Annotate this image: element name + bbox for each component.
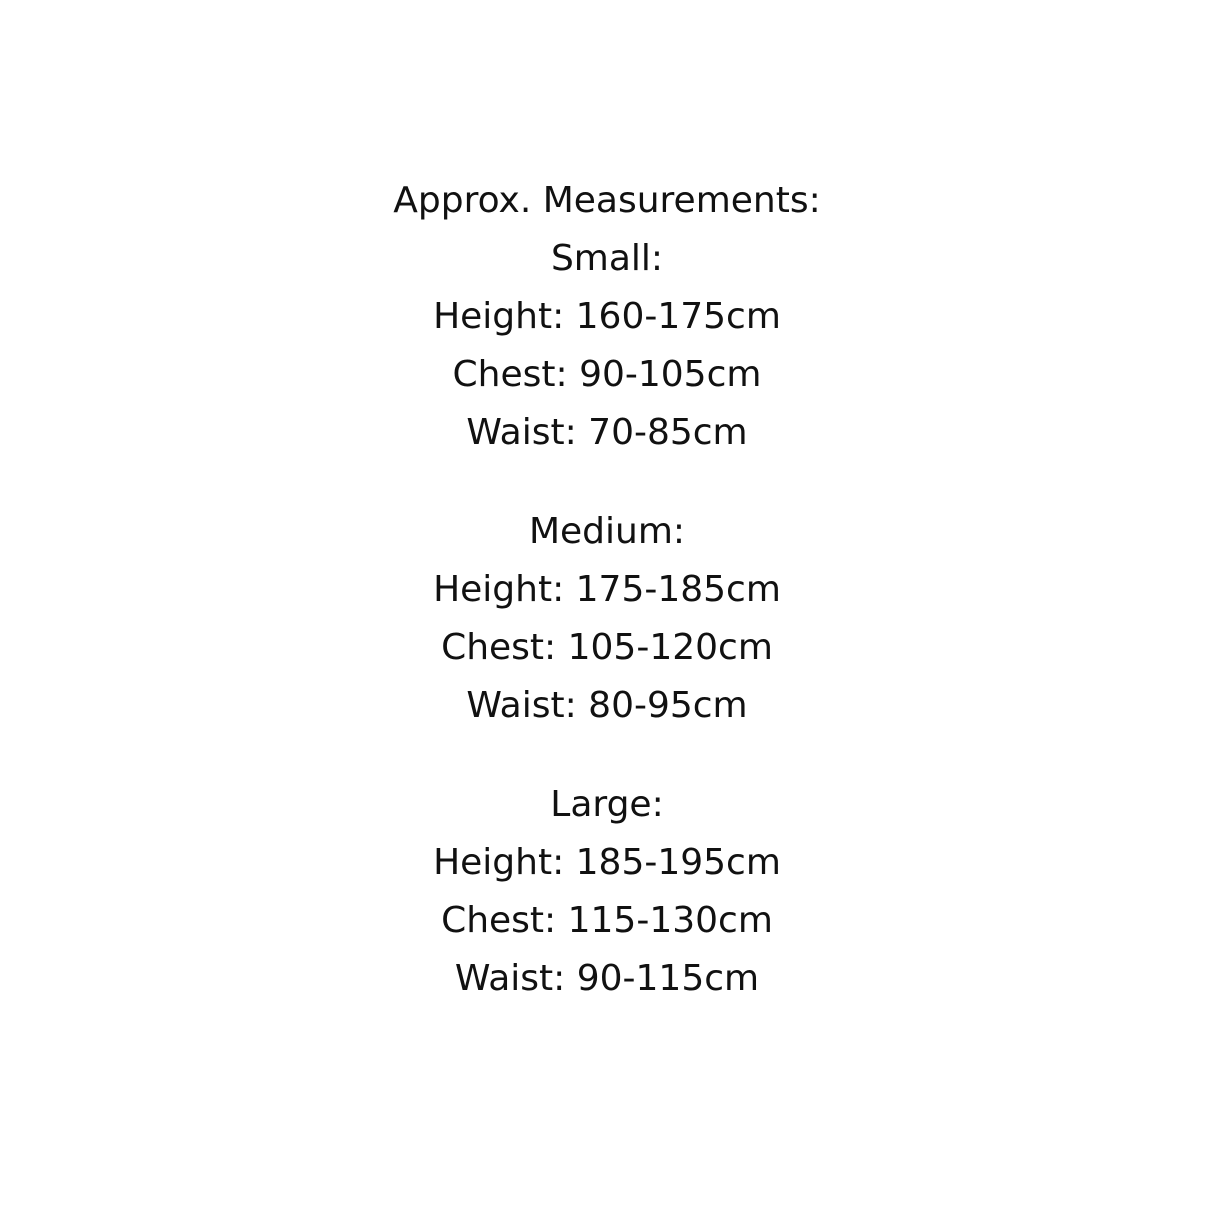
size-group-medium	[0, 503, 1214, 735]
size-group-small	[0, 230, 1214, 462]
chest-range: Chest: 90-105cm	[452, 354, 762, 395]
page-title: Approx. Measurements:	[393, 180, 821, 221]
chest-range: Chest: 105-120cm	[441, 627, 773, 668]
height-range: Height: 175-185cm	[433, 569, 781, 610]
measurements-sheet	[0, 172, 1214, 1008]
waist-range: Waist: 70-85cm	[466, 412, 748, 453]
chest-range: Chest: 115-130cm	[441, 900, 773, 941]
waist-range: Waist: 90-115cm	[454, 958, 760, 999]
size-name: Large:	[550, 784, 664, 825]
size-name: Small:	[550, 238, 664, 279]
height-range: Height: 160-175cm	[433, 296, 781, 337]
size-group-large	[0, 776, 1214, 1008]
waist-range: Waist: 80-95cm	[466, 685, 748, 726]
size-name: Medium:	[528, 511, 686, 552]
height-range: Height: 185-195cm	[433, 842, 781, 883]
